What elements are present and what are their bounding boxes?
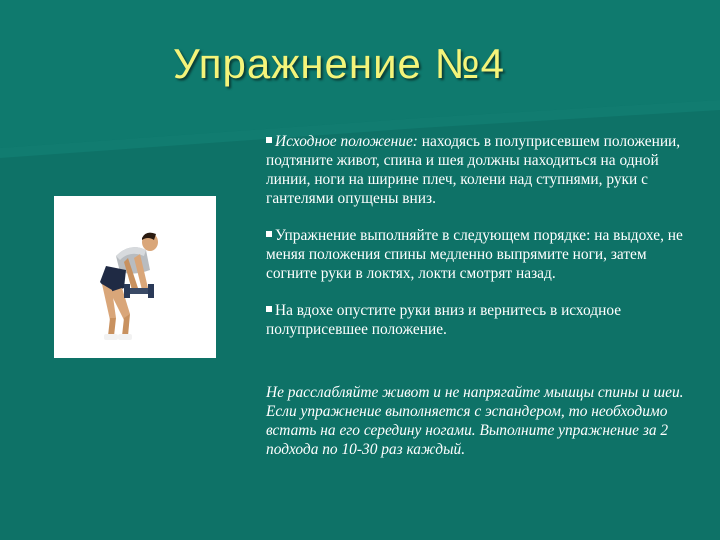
exercise-note: Не расслабляйте живот и не напрягайте мышцы спины и шеи. Если упражнение выполняется с эспандером, то необходимо встать на его середину ногами. Выполните упражнение за 2 подхода по 10-30 раз каждый. (266, 384, 684, 458)
instruction-return (266, 301, 684, 339)
starting-position-label: Исходное положение: (275, 133, 418, 150)
slide-title: Упражнение №4 (173, 40, 505, 87)
bullet-icon (266, 137, 272, 143)
instruction-starting-position (266, 132, 684, 208)
exercise-illustration (54, 196, 216, 358)
starting-position-text: находясь в полуприсевшем положении, подтяните живот, спина и шея должны находиться на одной линии, ноги на ширине плеч, колени над ступнями, руки с гантелями опущены вниз. (266, 133, 681, 207)
return-text: На вдохе опустите руки вниз и вернитесь в исходное полуприсевшее положение. (266, 302, 622, 338)
bullet-icon (266, 231, 272, 237)
person-with-dumbbells-icon (54, 196, 216, 358)
instruction-execution (266, 226, 684, 283)
execution-text: Упражнение выполняйте в следующем порядке: на выдохе, не меняя положения спины медленно выпрямите ноги, затем согните руки в локтях, локти смотрят назад. (266, 227, 683, 282)
exercise-description (266, 132, 684, 477)
bullet-icon (266, 306, 272, 312)
